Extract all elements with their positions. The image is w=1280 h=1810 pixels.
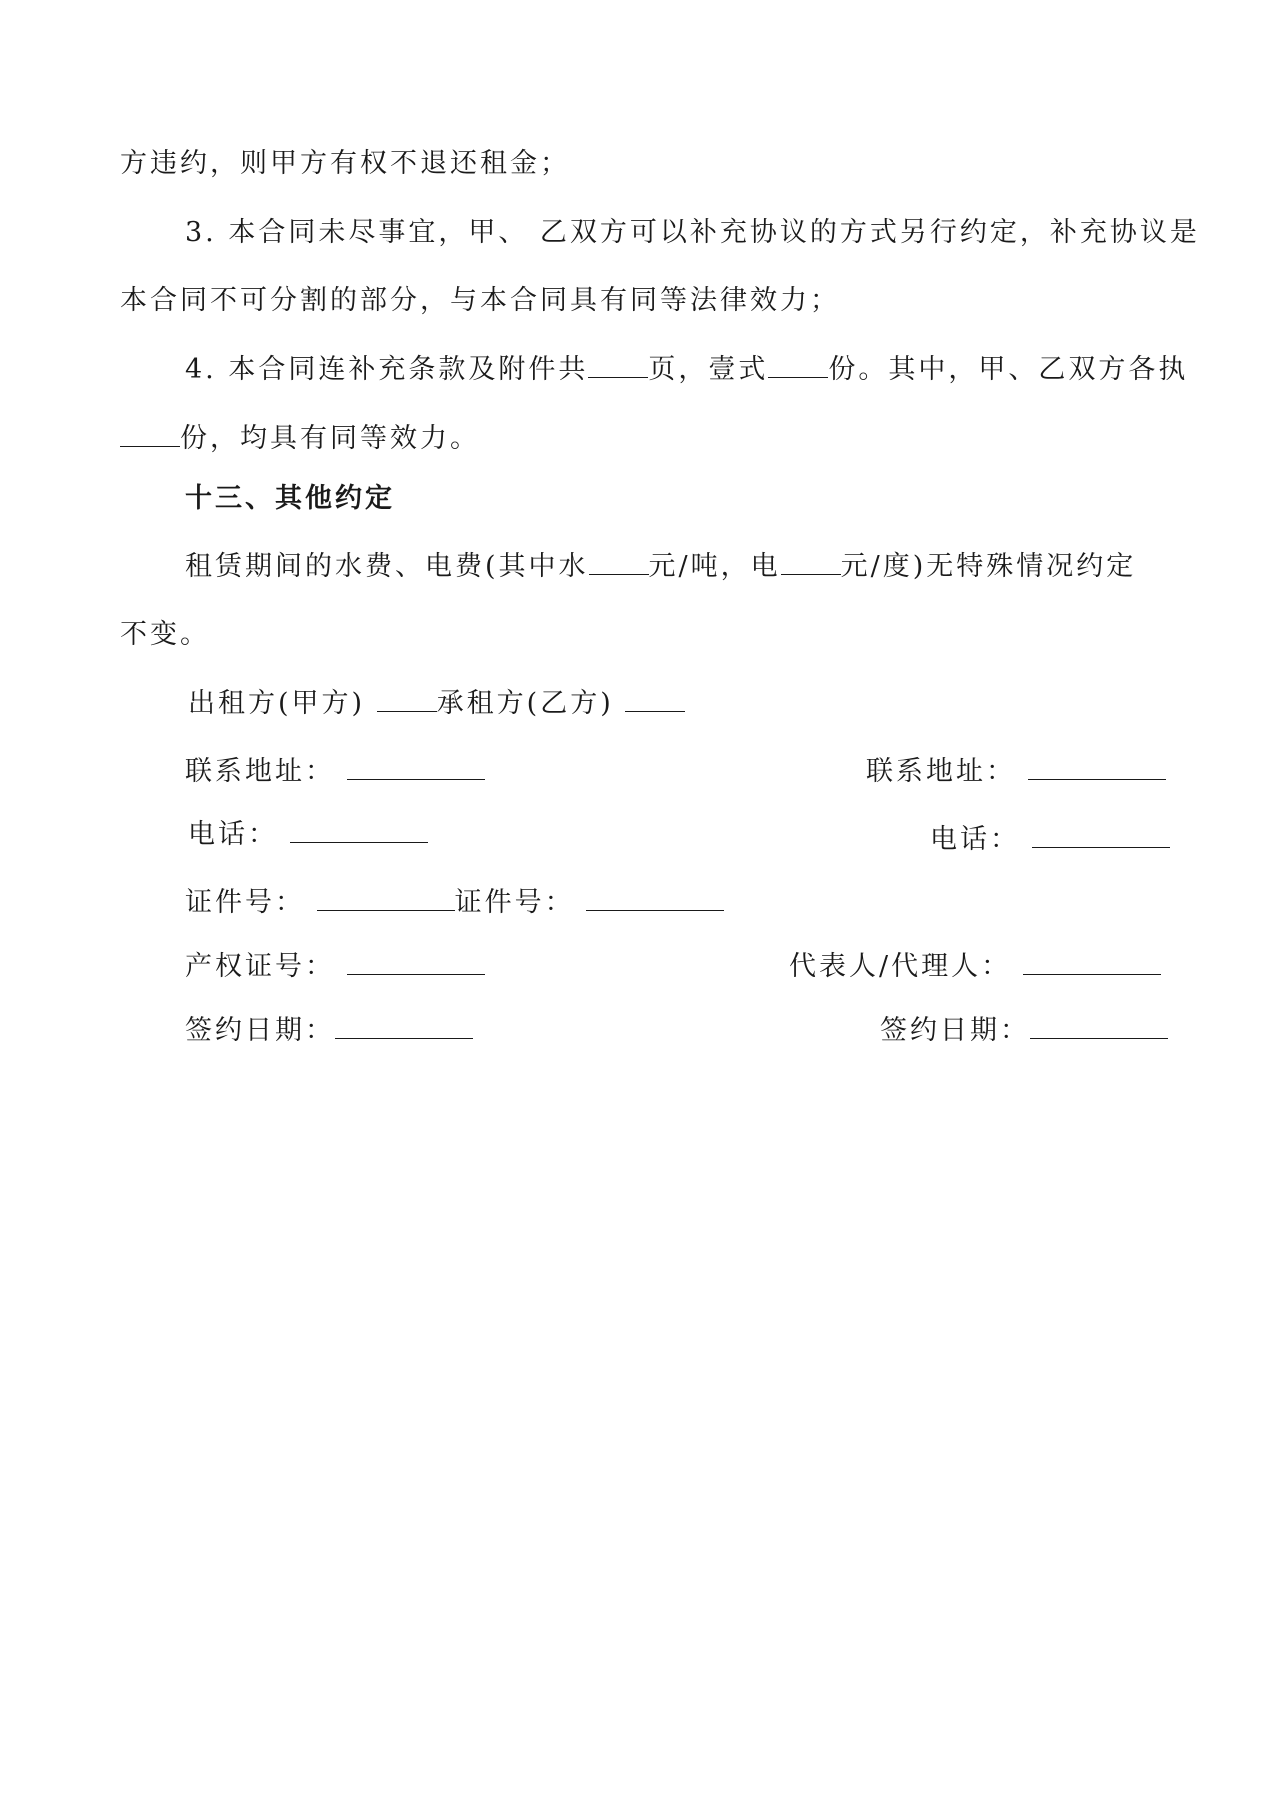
lessee-address-row [866,752,1166,792]
lessor-address-label: 联系地址： [185,756,335,787]
lessee-id-label: 证件号： [454,887,575,918]
lessee-phone-row [930,820,1170,860]
parties-line [188,684,685,724]
section-heading: 十三、其他约定 [185,483,395,514]
property-cert-blank[interactable] [347,948,485,975]
clause-4-line-1: 4. 本合同连补充条款及附件共 页，壹式 份。其中，甲、乙双方各执 [185,350,1188,390]
lessee-id-blank[interactable] [586,884,724,911]
lessor-sign-date-label: 签约日期： [185,1015,335,1046]
lessee-label: 承租方(乙方) [436,688,614,719]
property-cert-label: 产权证号： [185,951,335,982]
lessee-blank[interactable] [625,685,685,712]
lessor-label: 出租方(甲方) [188,688,366,719]
electricity-rate-blank[interactable] [781,548,841,575]
each-party-copies-blank[interactable] [120,420,180,447]
clause-3-line-1: 3. 本合同未尽事宜，甲、 乙双方可以补充协议的方式另行约定，补充协议是 [185,217,1200,248]
lessee-sign-date-blank[interactable] [1030,1012,1168,1039]
id-number-row [185,883,724,923]
clause-3-line-2: 本合同不可分割的部分，与本合同具有同等法律效力； [120,285,840,316]
lessee-address-label: 联系地址： [866,756,1016,787]
lessor-phone-row [188,815,428,855]
lessee-phone-blank[interactable] [1032,821,1170,848]
lessor-id-blank[interactable] [317,884,455,911]
lessee-phone-label: 电话： [930,824,1020,855]
agent-blank[interactable] [1023,948,1161,975]
lessee-sign-date-row [880,1011,1168,1051]
utilities-line-2: 不变。 [120,619,210,650]
lessor-id-label: 证件号： [185,887,305,918]
agent-row [789,947,1161,987]
paragraph-continuation: 方违约，则甲方有权不退还租金； [120,148,570,179]
utilities-line-1: 租赁期间的水费、电费(其中水 元/吨，电 元/度)无特殊情况约定 [185,547,1136,587]
lessor-sign-date-blank[interactable] [335,1012,473,1039]
lessee-address-blank[interactable] [1028,753,1166,780]
agent-label: 代表人/代理人： [789,951,1012,982]
lessor-blank[interactable] [377,685,437,712]
property-cert-row [185,947,485,987]
lessor-phone-blank[interactable] [290,816,428,843]
lessor-phone-label: 电话： [188,819,278,850]
lessor-address-row [185,752,485,792]
clause-4-line-2: 份，均具有同等效力。 [120,419,480,459]
copies-blank[interactable] [768,351,828,378]
pages-blank[interactable] [588,351,648,378]
lessor-address-blank[interactable] [347,753,485,780]
lessee-sign-date-label: 签约日期： [880,1015,1030,1046]
lessor-sign-date-row [185,1011,473,1051]
water-rate-blank[interactable] [589,548,649,575]
